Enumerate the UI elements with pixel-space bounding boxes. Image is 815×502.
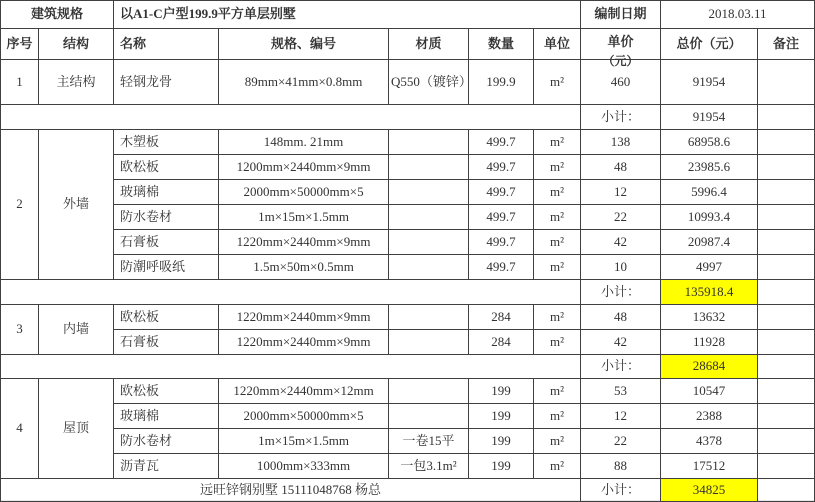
material-cell bbox=[389, 205, 469, 230]
total-cell: 2388 bbox=[661, 404, 758, 429]
remark-cell bbox=[758, 105, 815, 130]
price-cell: 48 bbox=[581, 305, 661, 330]
subtotal-label-cell: 小计： bbox=[581, 479, 661, 502]
spec-cell: 1m×15m×1.5mm bbox=[219, 429, 389, 454]
unit-cell: m² bbox=[534, 305, 581, 330]
qty-cell: 284 bbox=[469, 330, 534, 355]
table-row bbox=[1, 454, 815, 479]
spec-cell: 89mm×41mm×0.8mm bbox=[219, 60, 389, 105]
header-row bbox=[1, 29, 815, 60]
total-cell: 17512 bbox=[661, 454, 758, 479]
qty-cell: 499.7 bbox=[469, 255, 534, 280]
remark-cell bbox=[758, 155, 815, 180]
spec-title-label: 建筑规格 bbox=[1, 1, 114, 29]
total-cell: 5996.4 bbox=[661, 180, 758, 205]
unit-cell: m² bbox=[534, 230, 581, 255]
name-header: 名称 bbox=[114, 29, 219, 60]
title-row bbox=[1, 1, 815, 29]
spec-cell: 1220mm×2440mm×9mm bbox=[219, 330, 389, 355]
material-header: 材质 bbox=[389, 29, 469, 60]
total-cell: 11928 bbox=[661, 330, 758, 355]
subtotal-label-cell: 小计： bbox=[581, 105, 661, 130]
subtotal-label-cell: 小计： bbox=[581, 355, 661, 379]
total-cell: 68958.6 bbox=[661, 130, 758, 155]
total-cell: 13632 bbox=[661, 305, 758, 330]
qty-cell: 199 bbox=[469, 379, 534, 404]
name-cell: 轻钢龙骨 bbox=[114, 60, 219, 105]
material-cell bbox=[389, 404, 469, 429]
subtotal-row bbox=[1, 355, 815, 379]
unit-cell: m² bbox=[534, 379, 581, 404]
unit-price-header-clipped-text: （元） bbox=[602, 54, 639, 68]
remark-cell bbox=[758, 454, 815, 479]
qty-cell: 199 bbox=[469, 404, 534, 429]
unit-cell: m² bbox=[534, 155, 581, 180]
unit-cell: m² bbox=[534, 130, 581, 155]
company-info-cell: 远旺锌钢别墅 15111048768 杨总 bbox=[1, 479, 581, 502]
total-cell: 20987.4 bbox=[661, 230, 758, 255]
name-cell: 防水卷材 bbox=[114, 429, 219, 454]
subtotal-value-cell: 34825 bbox=[661, 479, 758, 502]
structure-header: 结构 bbox=[39, 29, 114, 60]
table-row bbox=[1, 379, 815, 404]
spec-cell: 1220mm×2440mm×12mm bbox=[219, 379, 389, 404]
remark-cell bbox=[758, 330, 815, 355]
table-row bbox=[1, 305, 815, 330]
subtotal-blank-cell bbox=[1, 355, 581, 379]
spec-cell: 148mm. 21mm bbox=[219, 130, 389, 155]
subtotal-row bbox=[1, 105, 815, 130]
price-cell: 12 bbox=[581, 404, 661, 429]
name-cell: 防水卷材 bbox=[114, 205, 219, 230]
subtotal-row bbox=[1, 280, 815, 305]
material-cell bbox=[389, 180, 469, 205]
material-cell bbox=[389, 255, 469, 280]
material-cell: 一包3.1m² bbox=[389, 454, 469, 479]
table-row bbox=[1, 330, 815, 355]
spec-cell: 1220mm×2440mm×9mm bbox=[219, 230, 389, 255]
name-cell: 防潮呼吸纸 bbox=[114, 255, 219, 280]
qty-cell: 499.7 bbox=[469, 230, 534, 255]
table-row bbox=[1, 155, 815, 180]
price-cell: 42 bbox=[581, 330, 661, 355]
remark-cell bbox=[758, 479, 815, 502]
unit-cell: m² bbox=[534, 180, 581, 205]
unit-cell: m² bbox=[534, 255, 581, 280]
spec-header: 规格、编号 bbox=[219, 29, 389, 60]
total-cell: 4997 bbox=[661, 255, 758, 280]
name-cell: 石膏板 bbox=[114, 230, 219, 255]
total-cell: 23985.6 bbox=[661, 155, 758, 180]
table-row bbox=[1, 404, 815, 429]
name-cell: 石膏板 bbox=[114, 330, 219, 355]
structure-cell: 屋顶 bbox=[39, 379, 114, 479]
unit-cell: m² bbox=[534, 429, 581, 454]
material-cell: 一卷15平 bbox=[389, 429, 469, 454]
total-cell: 4378 bbox=[661, 429, 758, 454]
footer-row bbox=[1, 479, 815, 502]
price-cell: 22 bbox=[581, 205, 661, 230]
price-cell: 48 bbox=[581, 155, 661, 180]
table-row bbox=[1, 180, 815, 205]
unit-price-header bbox=[581, 29, 661, 68]
seq-cell: 3 bbox=[1, 305, 39, 355]
remark-cell bbox=[758, 180, 815, 205]
total-cell: 10547 bbox=[661, 379, 758, 404]
structure-cell: 主结构 bbox=[39, 60, 114, 105]
material-cell bbox=[389, 230, 469, 255]
material-cell: Q550（镀锌） bbox=[389, 60, 469, 105]
price-cell: 12 bbox=[581, 180, 661, 205]
qty-cell: 199 bbox=[469, 429, 534, 454]
table-row bbox=[1, 60, 815, 105]
table-row bbox=[1, 255, 815, 280]
total-cell: 91954 bbox=[661, 60, 758, 105]
spec-title-value: 以A1-C户型199.9平方单层别墅 bbox=[114, 1, 581, 29]
price-cell: 88 bbox=[581, 454, 661, 479]
structure-cell: 外墙 bbox=[39, 130, 114, 280]
material-cell bbox=[389, 155, 469, 180]
seq-cell: 2 bbox=[1, 130, 39, 280]
remark-cell bbox=[758, 230, 815, 255]
qty-cell: 199.9 bbox=[469, 60, 534, 105]
remark-cell bbox=[758, 379, 815, 404]
name-cell: 欧松板 bbox=[114, 305, 219, 330]
subtotal-value-cell: 28684 bbox=[661, 355, 758, 379]
material-cell bbox=[389, 379, 469, 404]
table-row bbox=[1, 230, 815, 255]
structure-cell: 内墙 bbox=[39, 305, 114, 355]
subtotal-value-cell: 135918.4 bbox=[661, 280, 758, 305]
qty-cell: 199 bbox=[469, 454, 534, 479]
subtotal-value-cell: 91954 bbox=[661, 105, 758, 130]
remark-cell bbox=[758, 280, 815, 305]
seq-header: 序号 bbox=[1, 29, 39, 60]
price-cell: 138 bbox=[581, 130, 661, 155]
qty-cell: 499.7 bbox=[469, 130, 534, 155]
subtotal-blank-cell bbox=[1, 280, 581, 305]
unit-cell: m² bbox=[534, 205, 581, 230]
material-cell bbox=[389, 130, 469, 155]
spec-cell: 1200mm×2440mm×9mm bbox=[219, 155, 389, 180]
unit-cell: m² bbox=[534, 330, 581, 355]
unit-price-header-text: 单价 bbox=[607, 34, 634, 49]
remark-cell bbox=[758, 255, 815, 280]
name-cell: 沥青瓦 bbox=[114, 454, 219, 479]
remark-cell bbox=[758, 205, 815, 230]
spec-cell: 1m×15m×1.5mm bbox=[219, 205, 389, 230]
spec-cell: 2000mm×50000mm×5 bbox=[219, 404, 389, 429]
unit-cell: m² bbox=[534, 454, 581, 479]
name-cell: 欧松板 bbox=[114, 155, 219, 180]
table-row bbox=[1, 205, 815, 230]
remark-cell bbox=[758, 429, 815, 454]
price-cell: 42 bbox=[581, 230, 661, 255]
remark-cell bbox=[758, 130, 815, 155]
material-cell bbox=[389, 305, 469, 330]
unit-cell: m² bbox=[534, 404, 581, 429]
remark-cell bbox=[758, 305, 815, 330]
subtotal-label-cell: 小计： bbox=[581, 280, 661, 305]
remark-header: 备注 bbox=[758, 29, 815, 60]
price-cell: 460 bbox=[581, 60, 661, 105]
unit-header: 单位 bbox=[534, 29, 581, 60]
total-price-header: 总价（元） bbox=[661, 29, 758, 60]
material-cell bbox=[389, 330, 469, 355]
qty-cell: 499.7 bbox=[469, 180, 534, 205]
name-cell: 欧松板 bbox=[114, 379, 219, 404]
qty-cell: 284 bbox=[469, 305, 534, 330]
remark-cell bbox=[758, 60, 815, 105]
spec-cell: 1220mm×2440mm×9mm bbox=[219, 305, 389, 330]
subtotal-blank-cell bbox=[1, 105, 581, 130]
spec-cell: 1000mm×333mm bbox=[219, 454, 389, 479]
seq-cell: 1 bbox=[1, 60, 39, 105]
table-row bbox=[1, 429, 815, 454]
unit-cell: m² bbox=[534, 60, 581, 105]
date-label: 编制日期 bbox=[581, 1, 661, 29]
total-cell: 10993.4 bbox=[661, 205, 758, 230]
price-cell: 22 bbox=[581, 429, 661, 454]
seq-cell: 4 bbox=[1, 379, 39, 479]
price-cell: 53 bbox=[581, 379, 661, 404]
remark-cell bbox=[758, 404, 815, 429]
qty-cell: 499.7 bbox=[469, 155, 534, 180]
quantity-header: 数量 bbox=[469, 29, 534, 60]
spec-cell: 2000mm×50000mm×5 bbox=[219, 180, 389, 205]
name-cell: 玻璃棉 bbox=[114, 180, 219, 205]
remark-cell bbox=[758, 355, 815, 379]
name-cell: 玻璃棉 bbox=[114, 404, 219, 429]
name-cell: 木塑板 bbox=[114, 130, 219, 155]
price-cell: 10 bbox=[581, 255, 661, 280]
date-value: 2018.03.11 bbox=[661, 1, 815, 29]
spec-cell: 1.5m×50m×0.5mm bbox=[219, 255, 389, 280]
qty-cell: 499.7 bbox=[469, 205, 534, 230]
table-row bbox=[1, 130, 815, 155]
